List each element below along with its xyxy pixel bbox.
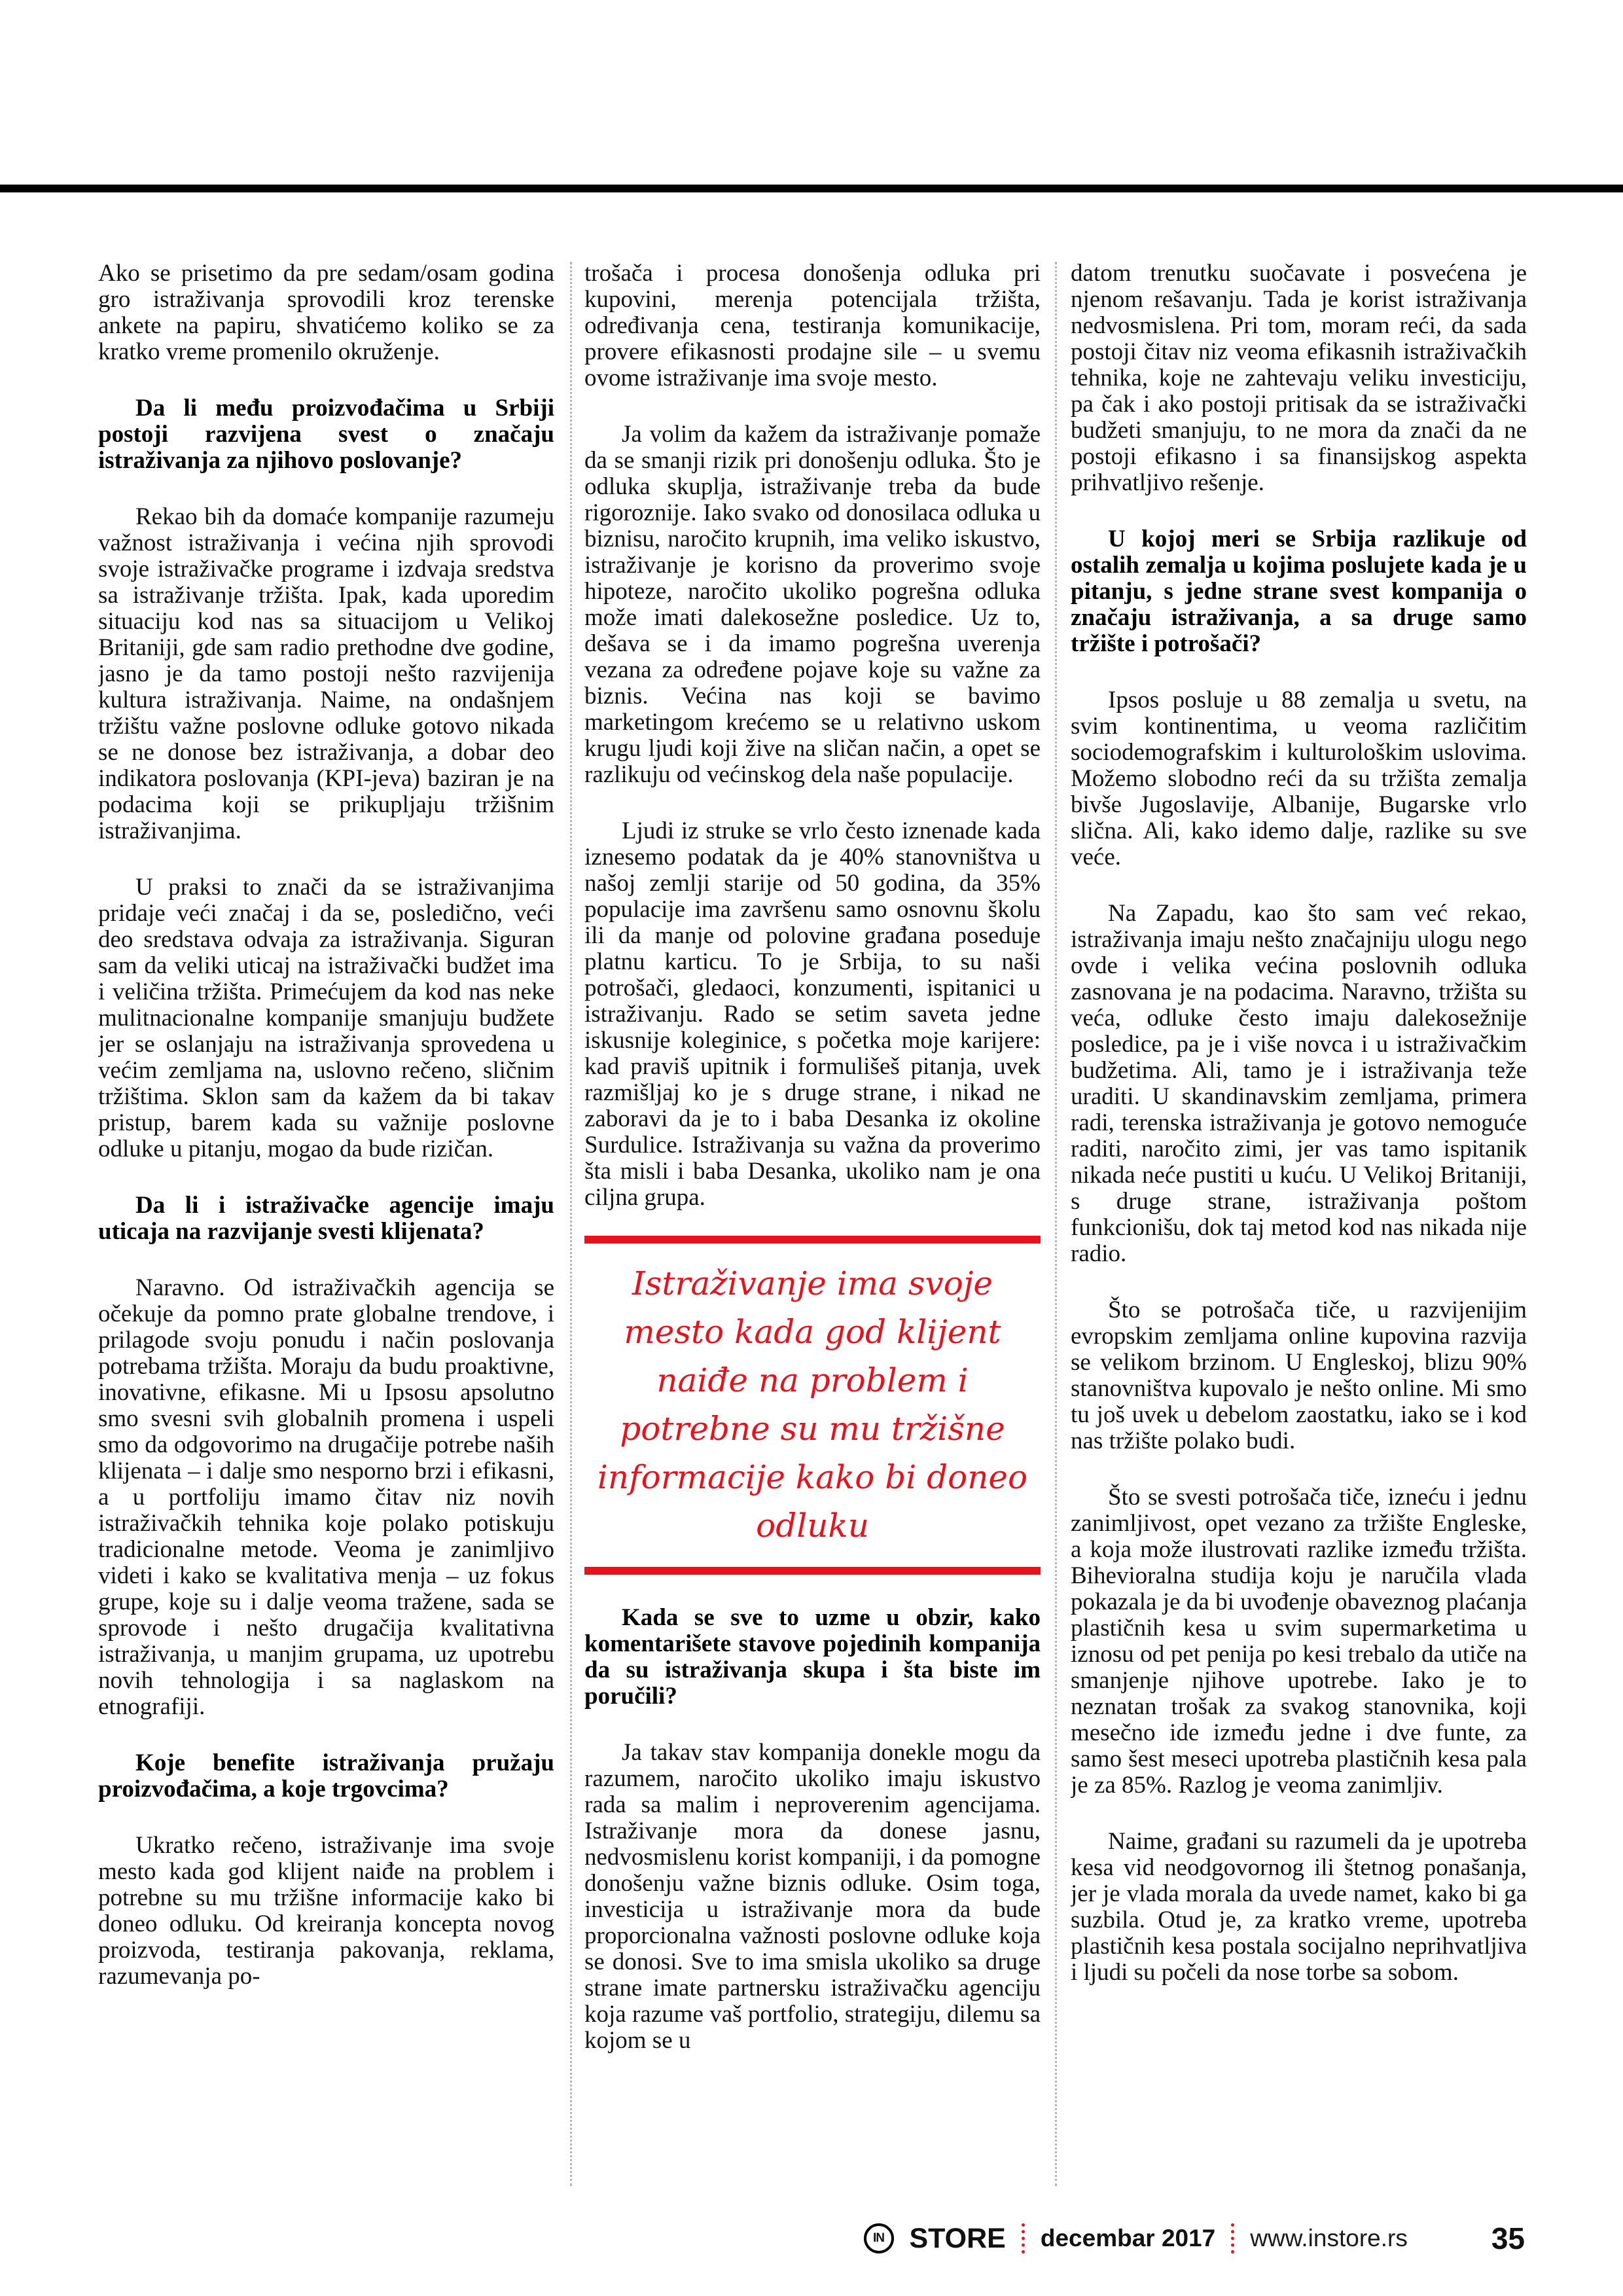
column-separator (570, 262, 572, 2186)
pull-quote-rule (584, 1236, 1041, 1244)
interview-question: U kojoj meri se Srbija razlikuje od ostalih zemalja u kojima poslujete kada je u pitanju, s jedne strane svest kompanija o značaju istraživanja, a sa druge samo tržište i potrošači? (1071, 526, 1527, 657)
article-column-1 (98, 260, 554, 2193)
interview-question: Da li i istraživačke agencije imaju uticaja na razvijanje svesti klijenata? (98, 1192, 554, 1245)
top-rule (0, 185, 1623, 192)
paragraph: Naime, građani su razumeli da je upotreba kesa vid neodgovornog ili štetnog ponašanja, jer je vlada morala da uvede namet, kako bi ga suzbila. Otud je, za kratko vreme, upotreba plastičnih kesa postala socijalno neprihvatljiva i ljudi su počeli da nose torbe sa sobom. (1071, 1828, 1527, 1986)
paragraph: Što se potrošača tiče, u razvijenijim evropskim zemljama online kupovina razvija se velikom brzinom. U Engleskoj, blizu 90% stanovništva kupovalo je nešto online. Mi smo tu još uvek u debelom zaostatku, iako se i kod nas tržište polako budi. (1071, 1297, 1527, 1454)
paragraph: Ja takav stav kompanija donekle mogu da razumem, naročito ukoliko imaju iskustvo rada sa malim i neproverenim agencijama. Istraživanje mora da donese jasnu, nedvosmislenu korist kompaniji, i da pomogne donošenju važne biznis odluke. Osim toga, investicija u istraživanje mora da bude proporcionalna važnosti poslovne odluke koja se donosi. Sve to ima smisla ukoliko sa druge strane imate partnersku istraživačku agenciju koja razume vaš portfolio, strategiju, dilemu sa kojom se u (584, 1739, 1041, 2054)
pull-quote-rule (584, 1567, 1041, 1575)
pull-quote-block (584, 1236, 1041, 1575)
paragraph: U praksi to znači da se istraživanjima pridaje veći značaj i da se, posledično, veći deo sredstava odvaja za istraživanja. Siguran sam da veliki uticaj na istraživački budžet ima i veličina tržišta. Primećujem da kod nas neke mulitnacionalne kompanije smanjuju budžete jer se oslanjaju na istraživanja sprovedena u većim zemljama na, uslovno rečeno, sličnim tržištima. Sklon sam da kažem da bi takav pristup, barem kada su važnije poslovne odluke u pitanju, mogao da bude rizičan. (98, 874, 554, 1162)
footer-divider (1231, 2223, 1234, 2253)
paragraph: Ljudi iz struke se vrlo često iznenade kada iznesemo podatak da je 40% stanovništva u našoj zemlji starije od 50 godina, da 35% populacije ima završenu samo osnovnu školu ili da manje od polovine građana poseduje platnu karticu. To je Srbija, to su naši potrošači, gledaoci, konzumenti, ispitanici u istraživanju. Rado se setim saveta jedne iskusnije koleginice, s početka moje karijere: kad praviš upitnik i formulišeš pitanja, uvek razmišljaj ko je s druge strane, i nikad ne zaboravi da je to i baba Desanka iz okoline Surdulice. Istraživanja su važna da proverimo šta misli i baba Desanka, ukoliko nam je ona ciljna grupa. (584, 817, 1041, 1211)
paragraph: Ako se prisetimo da pre sedam/osam godina gro istraživanja sprovodili kroz terenske ankete na papiru, shvatićemo koliko se za kratko vreme promenilo okruženje. (98, 260, 554, 365)
interview-question: Kada se sve to uzme u obzir, kako komentarišete stavove pojedinih kompanija da su istraživanja skupa i šta biste im poručili? (584, 1604, 1041, 1710)
issue-date: decembar 2017 (1040, 2225, 1216, 2251)
paragraph: datom trenutku suočavate i posvećena je njenom rešavanju. Tada je korist istraživanja nedvosmislena. Pri tom, moram reći, da sada postoji čitav niz veoma efikasnih istraživačkih tehnika, koje ne zahtevaju veliku investiciju, pa čak i ako postoji pritisak da se istraživački budžeti smanjuju, to ne mora da znači da ne postoji efikasno i sa finansijskog aspekta prihvatljivo rešenje. (1071, 260, 1527, 496)
paragraph: trošača i procesa donošenja odluka pri kupovini, merenja potencijala tržišta, određivanja cena, testiranja komunikacije, provere efikasnosti prodajne sile – u svemu ovome istraživanje ima svoje mesto. (584, 260, 1041, 391)
website-url: www.instore.rs (1250, 2225, 1408, 2251)
paragraph: Na Zapadu, kao što sam već rekao, istraživanja imaju nešto značajniju ulogu nego ovde i velika većina poslovnih odluka zasnovana je na podacima. Naravno, tržišta su veća, odluke često imaju dalekosežnije posledice, pa je i više novca i u istraživačkim budžetima. Ali, tamo je i istraživanja teže uraditi. U skandinavskim zemljama, primera radi, terenska istraživanja je gotovo nemoguće raditi, naročito zimi, jer vas tamo ispitanik nikada neće pustiti u kuću. U Velikoj Britaniji, s druge strane, istraživanja poštom funkcionišu, dok taj metod kod nas nikada nije radio. (1071, 900, 1527, 1267)
pull-quote: Istraživanje ima svoje mesto kada god klijent naiđe na problem i potrebne su mu tržišne informacije kako bi doneo odluku (597, 1265, 1028, 1545)
article-column-3 (1071, 260, 1527, 2193)
column-separator (1055, 262, 1057, 2186)
paragraph: Naravno. Od istraživačkih agencija se očekuje da pomno prate globalne trendove, i prilagode svoju ponudu i način poslovanja potrebama tržišta. Moraju da budu proaktivne, inovativne, efikasne. Mi u Ipsosu apsolutno smo svesni svih globalnih promena i uspeli smo da odgovorimo na drugačije potrebe naših klijenata – i dalje smo nesporno brzi i efikasni, a u portfoliju imamo čitav niz novih istraživačkih tehnika koje polako potiskuju tradicionalne metode. Veoma je zanimljivo videti i kako se kvalitativa menja – uz fokus grupe, koje su i dalje veoma tražene, sada se sprovode i nešto drugačija kvalitativna istraživanja, u manjim grupama, uz upotrebu novih tehnologija i sa naglaskom na etnografiji. (98, 1274, 554, 1720)
footer (98, 2217, 1525, 2259)
article-column-2 (584, 260, 1041, 2193)
page-number: 35 (1491, 2221, 1525, 2255)
interview-question: Da li među proizvođačima u Srbiji postoji razvijena svest o značaju istraživanja za njihovo poslovanje? (98, 395, 554, 474)
paragraph: Ipsos posluje u 88 zemalja u svetu, na svim kontinentima, u veoma različitim sociodemografskim i kulturološkim uslovima. Možemo slobodno reći da su tržišta zemalja bivše Jugoslavije, Albanije, Bugarske vrlo slična. Ali, kako idemo dalje, razlike su sve veće. (1071, 687, 1527, 870)
interview-question: Koje benefite istraživanja pružaju proizvođačima, a koje trgovcima? (98, 1749, 554, 1803)
paragraph: Ja volim da kažem da istraživanje pomaže da se smanji rizik pri donošenju odluka. Što je odluka skuplja, istraživanje treba da bude rigoroznije. Iako svako od donosilaca odluka u biznisu, naročito krupnih, ima veliko iskustvo, istraživanje je korisno da proverimo svoje hipoteze, naročito ukoliko pogrešna odluka može imati dalekosežne posledice. Uz to, dešava se i da imamo pogrešna uverenja vezana za određene pojave koje su važne za biznis. Većina nas koji se bavimo marketingom krećemo se u relativno uskom krugu ljudi koji žive na sličan način, a opet se razlikuju od većinskog dela naše populacije. (584, 421, 1041, 788)
paragraph: Ukratko rečeno, istraživanje ima svoje mesto kada god klijent naiđe na problem i potrebne su mu tržišne informacije kako bi doneo odluku. Od kreiranja koncepta novog proizvoda, testiranja pakovanja, reklama, razumevanja po- (98, 1832, 554, 1990)
paragraph: Što se svesti potrošača tiče, izneću i jednu zanimljivost, opet vezano za tržište Engleske, a koja može ilustrovati razlike između tržišta. Bihevioralna studija koju je naručila vlada pokazala je da bi uvođenje obaveznog plaćanja plastičnih kesa u svim supermarketima u iznosu od pet penija po kesi trebalo da utiče na smanjenje njihove upotrebe. Iako je to neznatan trošak za svakog stanovnika, koji mesečno ide između jedne i dve funte, za samo šest meseci upotreba plastičnih kesa pala je za 85%. Razlog je veoma zanimljiv. (1071, 1484, 1527, 1799)
instore-logo-icon: IN (864, 2223, 894, 2253)
footer-divider (1022, 2223, 1025, 2253)
brand-name: STORE (909, 2222, 1006, 2254)
paragraph: Rekao bih da domaće kompanije razumeju važnost istraživanja i većina njih sprovodi svoje istraživačke programe i izdvaja sredstva sa istraživanje tržišta. Ipak, kada uporedim situaciju kod nas sa situacijom u Velikoj Britaniji, gde sam radio prethodne dve godine, jasno je da tamo postoji nešto razvijenija kultura istraživanja. Naime, na ondašnjem tržištu važne poslovne odluke gotovo nikada se ne donose bez istraživanja, a dobar deo indikatora poslovanja (KPI-jeva) baziran je na podacima koji se prikupljaju tržišnim istraživanjima. (98, 503, 554, 844)
